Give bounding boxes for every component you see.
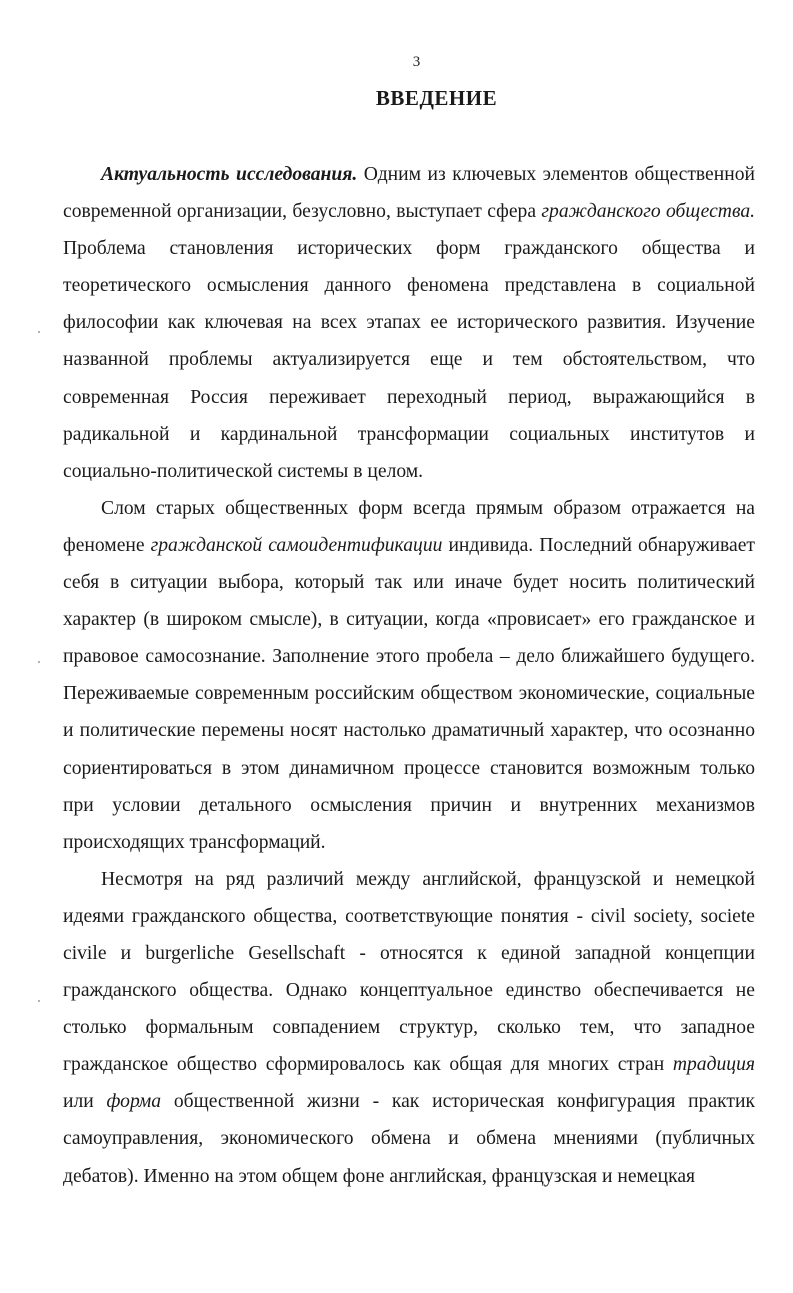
body-text — [63, 156, 755, 1195]
paragraph-lead: Актуальность исследования. — [101, 164, 358, 185]
paragraph-text: индивида. Последний обнаруживает себя в ситуации выбора, который так или иначе будет носить политический характер (в широком смысле), в ситуации, когда «провисает» его гражданское и правовое самосознание. Заполнение этого пробела – дело ближайшего будущего. Переживаемые современным российским обществом экономические, социальные и политические перемены носят настолько драматичный характер, что осознанно сориентироваться в этом динамичном процессе становится возможным только при условии детального осмысления причин и внутренних механизмов происходящих трансформаций. — [63, 534, 755, 853]
paragraph-2 — [63, 490, 755, 861]
paragraph-3 — [63, 861, 755, 1195]
paragraph-text: Несмотря на ряд различий между английской, французской и немецкой идеями гражданского общества, соответствующие понятия - civil society, societe civile и burgerliche Gesellschaft - относятся к единой западной концепции гражданского общества. Однако концептуальное единство обеспечивается не столько формальным совпадением структур, сколько тем, что западное гражданское общество сформировалось как общая для многих стран — [63, 868, 755, 1076]
section-title: ВВЕДЕНИЕ — [375, 86, 498, 110]
emphasis-text: гражданской самоидентификации — [150, 534, 443, 556]
page-number: 3 — [412, 54, 421, 70]
paragraph-1 — [63, 156, 755, 490]
emphasis-text: форма — [106, 1091, 162, 1113]
paragraph-text: или — [63, 1091, 107, 1113]
paragraph-text: Слом старых общественных форм всегда прямым образом отражается на феномене — [63, 497, 755, 556]
margin-speck — [38, 1000, 40, 1002]
emphasis-text: традиция — [672, 1054, 755, 1076]
emphasis-text: гражданского общества. — [541, 201, 756, 223]
paragraph-text: общественной жизни - как историческая конфигурация практик самоуправления, экономического обмена и обмена мнениями (публичных дебатов). Именно на этом общем фоне английская, французская и немецкая — [63, 1091, 755, 1187]
margin-speck — [38, 331, 40, 333]
paragraph-text: Одним из ключевых элементов общественной современной организации, безусловно, выступает сфера — [63, 164, 755, 223]
paragraph-text: Проблема становления исторических форм гражданского общества и теоретического осмысления данного феномена представлена в социальной философии как ключевая на всех этапах ее исторического развития. Изучение названной проблемы актуализируется еще и тем обстоятельством, что современная Россия переживает переходный период, выражающийся в радикальной и кардинальной трансформации социальных институтов и социально-политической системы в целом. — [63, 238, 755, 482]
margin-speck — [38, 661, 40, 663]
